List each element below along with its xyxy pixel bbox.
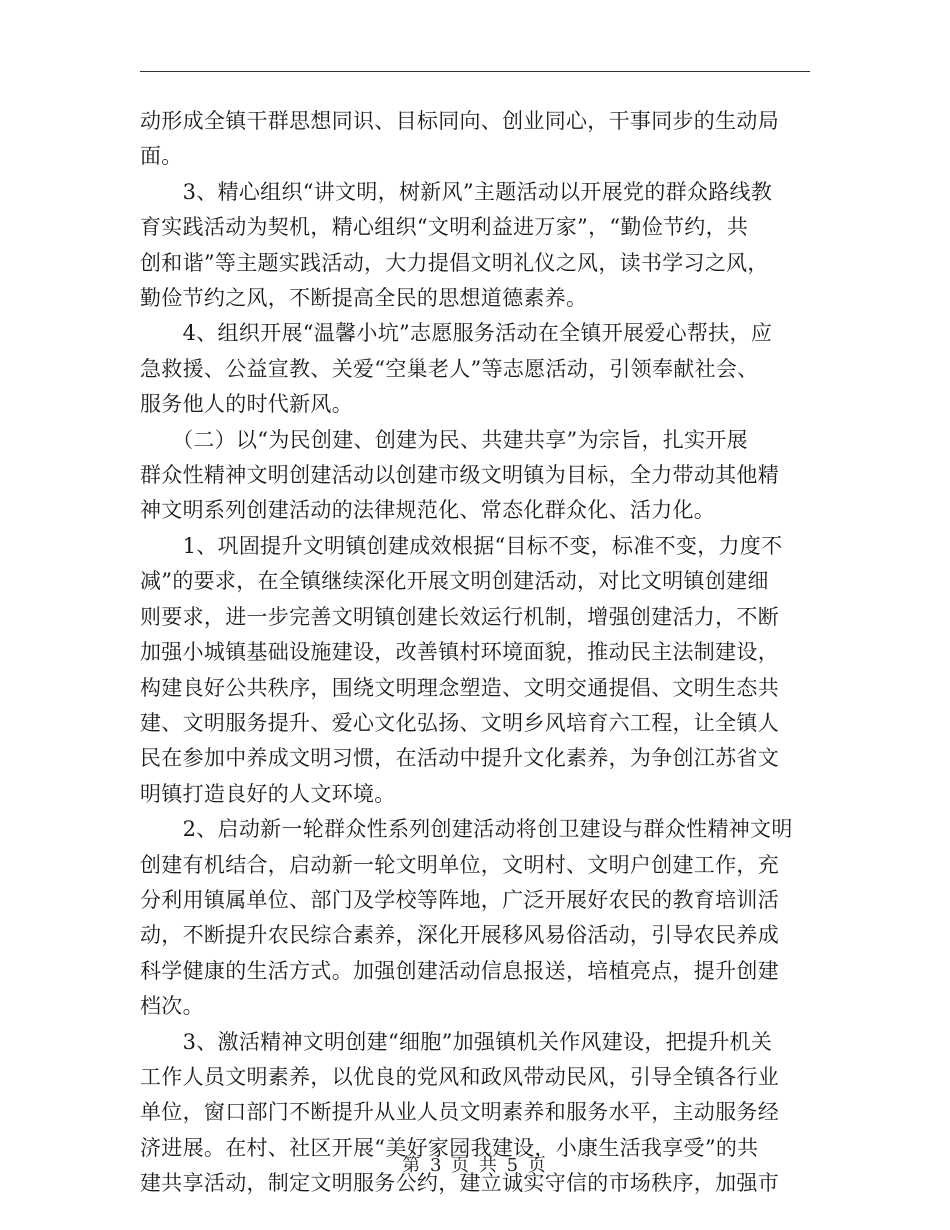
text-line: （二）以“为民创建、创建为民、共建共享”为宗旨，扎实开展 [140,427,748,452]
text-line: 动形成全镇干群思想同识、目标同向、创业同心，干事同步的生动局 [140,109,779,133]
document-body [140,104,810,1202]
text-line: 济进展。在村、社区开展“美好家园我建设，小康生活我享受”的共 [140,1135,759,1160]
text-line: 育实践活动为契机，精心组织“文明利益进万家”，“勤俭节约，共 [140,215,749,240]
text-line: 单位，窗口部门不断提升从业人员文明素养和服务水平，主动服务经 [140,1100,779,1125]
text-line: 3、精心组织“讲文明，树新风”主题活动以开展党的群众路线教 [140,179,773,204]
text-line: 急救援、公益宣教、关爱“空巢老人”等志愿活动，引领奉献社会、 [140,356,759,381]
text-line: 分利用镇属单位、部门及学校等阵地，广泛开展好农民的教育培训活 [140,887,779,912]
paragraph [140,316,810,422]
text-line: 1、巩固提升文明镇创建成效根据“目标不变，标准不变，力度不 [140,533,783,558]
paragraph [140,423,810,529]
text-line: 加强小城镇基础设施建设，改善镇村环境面貌，推动民主法制建设， [140,640,779,665]
text-line: 2、启动新一轮群众性系列创建活动将创卫建设与群众性精神文明 [140,817,793,842]
text-line: 4、组织开展“温馨小坑”志愿服务活动在全镇开展爱心帮扶，应 [140,321,773,346]
paragraph [140,812,810,1024]
text-line: 群众性精神文明创建活动以创建市级文明镇为目标，全力带动其他精 [140,463,779,488]
paragraph [140,104,810,175]
text-line: 则要求，进一步完善文明镇创建长效运行机制，增强创建活力，不断 [140,604,779,629]
text-line: 构建良好公共秩序，围绕文明理念塑造、文明交通提倡、文明生态共 [140,675,779,700]
text-line: 建、文明服务提升、爱心文化弘扬、文明乡风培育六工程，让全镇人 [140,710,779,735]
text-line: 面。 [140,144,183,169]
text-line: 3、激活精神文明创建“细胞”加强镇机关作风建设，把提升机关 [140,1029,773,1054]
text-line: 建共享活动，制定文明服务公约，建立诚实守信的市场秩序，加强市 [140,1171,779,1196]
text-line: 神文明系列创建活动的法律规范化、常态化群众化、活力化。 [140,498,716,523]
text-line: 科学健康的生活方式。加强创建活动信息报送，培植亮点，提升创建 [140,958,779,983]
text-line: 创建有机结合，启动新一轮文明单位，文明村、文明户创建工作，充 [140,852,779,877]
text-line: 工作人员文明素养，以优良的党风和政风带动民风，引导全镇各行业 [140,1064,779,1089]
text-line: 档次。 [140,994,204,1019]
text-line: 勤俭节约之风，不断提高全民的思想道德素养。 [140,286,588,311]
text-line: 动，不断提升农民综合素养，深化开展移风易俗活动，引导农民养成 [140,923,779,948]
text-line: 创和谐”等主题实践活动，大力提倡文明礼仪之风，读书学习之风， [140,250,769,275]
page-number: 第 3 页 共 5 页 [402,1155,548,1176]
paragraph [140,529,810,812]
text-line: 服务他人的时代新风。 [140,392,353,417]
text-line: 减”的要求，在全镇继续深化开展文明创建活动，对比文明镇创建细 [140,569,769,594]
text-line: 民在参加中养成文明习惯，在活动中提升文化素养，为争创江苏省文 [140,746,779,771]
paragraph [140,175,810,317]
text-line: 明镇打造良好的人文环境。 [140,781,396,806]
header-rule [140,71,810,72]
